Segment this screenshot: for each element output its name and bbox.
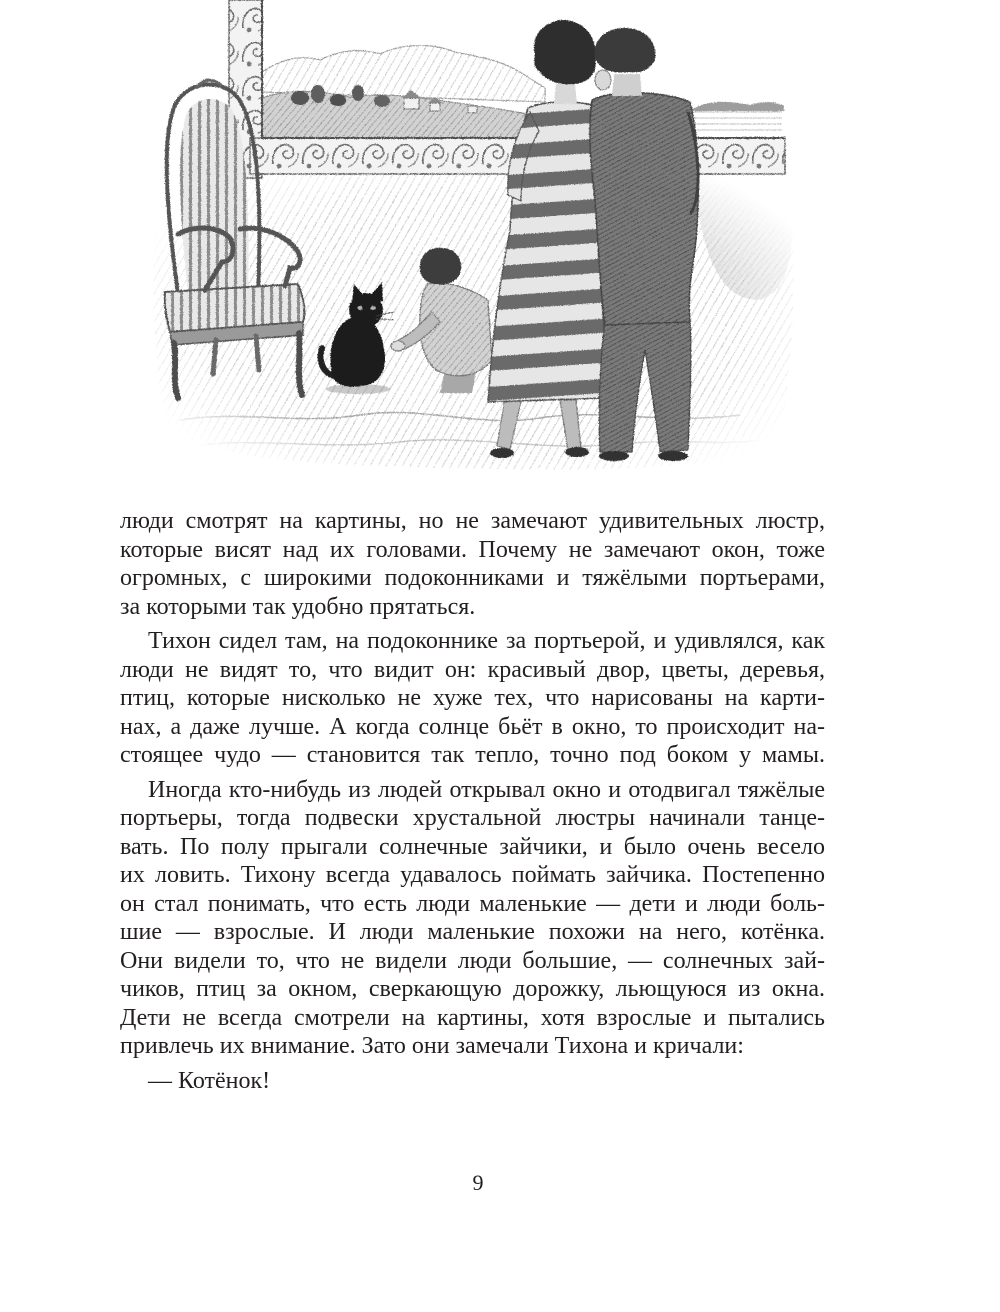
text-line: он стал понимать, что есть люди маленькие — дети и люди боль- [120, 890, 825, 917]
page-number: 9 [472, 1170, 484, 1195]
picture-frame [229, 0, 785, 178]
text-line: — Котёнок! [148, 1067, 271, 1094]
paragraph [120, 627, 825, 770]
text-line: за которыми так удобно прятаться. [120, 593, 476, 620]
paragraph [120, 776, 825, 1061]
text-line: стоящее чудо — становится так тепло, точно под боком у мамы. [120, 742, 825, 768]
text-line: Тихон сидел там, на подоконнике за портьерой, и удивлялся, как [148, 628, 825, 654]
text-line: их ловить. Тихону всегда удавалось поймать зайчика. Постепенно [120, 862, 825, 888]
text-line: вать. По полу прыгали солнечные зайчики, и было очень весело [120, 833, 825, 860]
text-line: Иногда кто-нибудь из людей открывал окно и отодвигал тяжёлые [148, 776, 825, 803]
text-line: чиков, птиц за окном, сверкающую дорожку, льющуюся из окна. [120, 976, 825, 1002]
text-line: огромных, с широкими подоконниками и тяжёлыми портьерами, [120, 565, 825, 591]
illustration [0, 0, 1000, 480]
paragraph [120, 507, 825, 621]
paragraph [120, 1067, 825, 1096]
text-line: Они видели то, что не видели люди большие, — солнечных зай- [120, 947, 825, 974]
text-line: портьеры, тогда подвески хрустальной люстры начинали танце- [120, 805, 825, 831]
body-text [120, 507, 825, 1095]
text-line: привлечь их внимание. Зато они замечали Тихона и кричали: [120, 1033, 744, 1059]
text-line: люди смотрят на картины, но не замечают удивительных люстр, [120, 508, 825, 534]
text-line: люди не видят то, что видит он: красивый двор, цветы, деревья, [120, 656, 825, 683]
text-line: шие — взрослые. И люди маленькие похожи на него, котёнка. [120, 919, 825, 945]
text-line: которые висят над их головами. Почему не замечают окон, тоже [120, 536, 825, 563]
text-line: Дети не всегда смотрели на картины, хотя взрослые и пытались [120, 1004, 825, 1031]
text-line: нах, а даже лучше. А когда солнце бьёт в окно, то происходит на- [120, 713, 825, 740]
text-line: птиц, которые нисколько не хуже тех, что нарисованы на карти- [120, 685, 825, 711]
